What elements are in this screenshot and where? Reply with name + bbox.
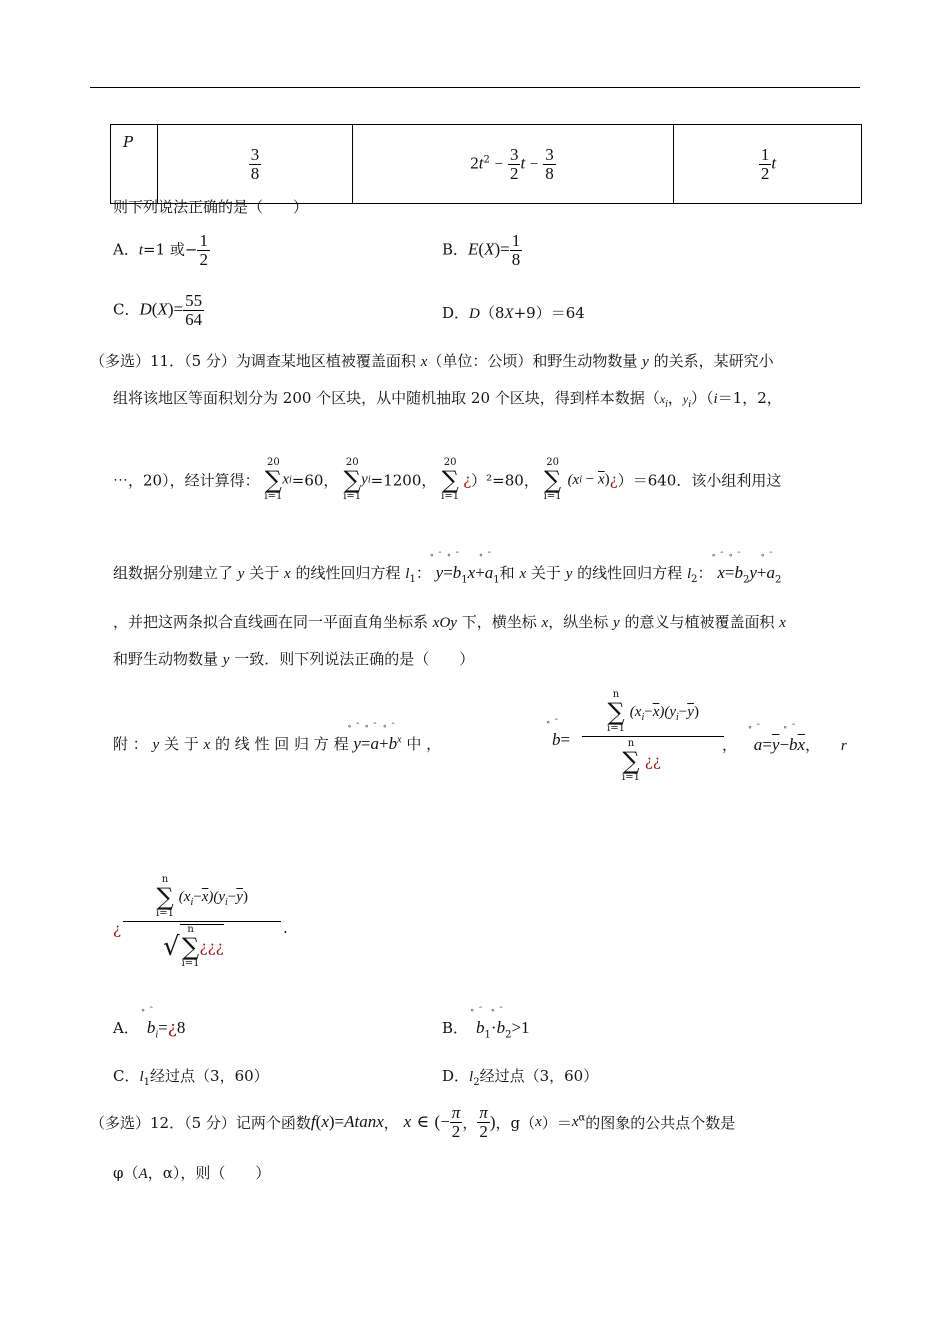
q11-line-3: ⋯，20），经计算得： 20 ∑ i=1 xi=60， 20 ∑ i=1 yi=1200， 20 ∑ i=1 ¿）²=80， 20 ∑ i=1 $(xi - \overline{x})¿)=640$．该小组利用这: [113, 457, 782, 502]
q12-line-2: φ（A，α），则（ ）: [113, 1164, 271, 1182]
regression-eq-2: ∘ ˆ x=∘ ˆ $b_2y+\circ$ ˆ $a_2$: [717, 563, 781, 583]
b-hat-fraction: n ∑ i=1 $(x_i-\overline{x})(y_i-\overline{y})$ n ∑ i=1 ¿¿: [582, 690, 724, 783]
summation: 20 ∑ i=1: [264, 457, 283, 502]
q10-prompt: 则下列说法正确的是（ ）: [113, 198, 309, 216]
table-cell-2: $2t^2$ − $\frac{3}{2}$ t − $\frac{3}{8}$: [353, 125, 674, 204]
q10-option-b: B．E(X)= $\frac{1}{8}$: [442, 231, 521, 269]
q11-option-c: C．$l_1$经过点（3，60）: [113, 1067, 269, 1088]
q10-option-d: D．D（8X+9）＝64: [442, 304, 585, 322]
a-hat-formula: ， ∘ ˆ $a=\overline{y}-\circ$ ˆ $b\overline{x}$， r: [722, 734, 847, 755]
probability-table: [110, 124, 862, 204]
table-cell-1: [158, 125, 353, 204]
fraction: $\frac{3}{8}$: [250, 144, 260, 183]
q11-line-1: （多选）11．（5 分）为调查某地区植被覆盖面积 x（单位：公顷）和野生动物数量 y 的关系，某研究小: [90, 352, 774, 370]
q11-line-6: 和野生动物数量 y 一致．则下列说法正确的是（ ）: [113, 650, 475, 668]
q11-option-d: D．$l_2$经过点（3，60）: [442, 1067, 599, 1088]
header-rule: [90, 87, 860, 88]
row-label: P: [111, 125, 158, 204]
q10-option-a: A．t=1 或− $\frac{1}{2}$: [113, 231, 208, 269]
q11-option-b: B． ∘ ˆ $b_1\cdot\circ$ ˆ $b_2>1$: [442, 1017, 530, 1040]
regression-eq-1: ∘ ˆ y=∘ ˆ $b_1x+\circ$ ˆ $a_1$: [436, 563, 500, 583]
q11-option-a: A． ∘ ˆ $b_i=¿8$: [113, 1017, 185, 1040]
b-hat-symbol: ∘ ˆ b=: [552, 730, 570, 750]
table-cell-3: $\frac{1}{2}$ t: [674, 125, 862, 204]
q10-option-c: C．D(X)= $\frac{55}{64}$: [113, 291, 203, 329]
q11-note-text: 附 ： y 关 于 x 的 线 性 回 归 方 程 ∘ ˆ y=∘ ˆ a+∘ ˆ $b^x$ 中 ，: [113, 733, 441, 754]
q11-line-5: ，并把这两条拟合直线画在同一平面直角坐标系 xOy 下，横坐标 x，纵坐标 y 的意义与植被覆盖面积 x: [113, 613, 786, 631]
q11-line-2: 组将该地区等面积划分为 200 个区块，从中随机抽取 20 个区块，得到样本数据（$x_i$，$y_i)(i=1$，2，: [113, 389, 782, 410]
q11-line-4: 组数据分别建立了 y 关于 x 的线性回归方程 $l_1$： ∘ ˆ y=∘ ˆ $b_1x+\circ$ ˆ $a_1$和 x 关于 y 的线性回归方程 $l_2$： ∘ ˆ x=∘ ˆ $b_2y+\circ$ ˆ $a_2$: [113, 562, 781, 585]
q12-line-1: （多选）12．（5 分）记两个函数f(x)=Atanx， x ∈ (− $\frac{\pi}{2}$ ， $\frac{\pi}{2}$ )，$g(x)=x^\alpha$的图象的公共点个数是: [90, 1103, 736, 1141]
table-row: [111, 125, 862, 204]
